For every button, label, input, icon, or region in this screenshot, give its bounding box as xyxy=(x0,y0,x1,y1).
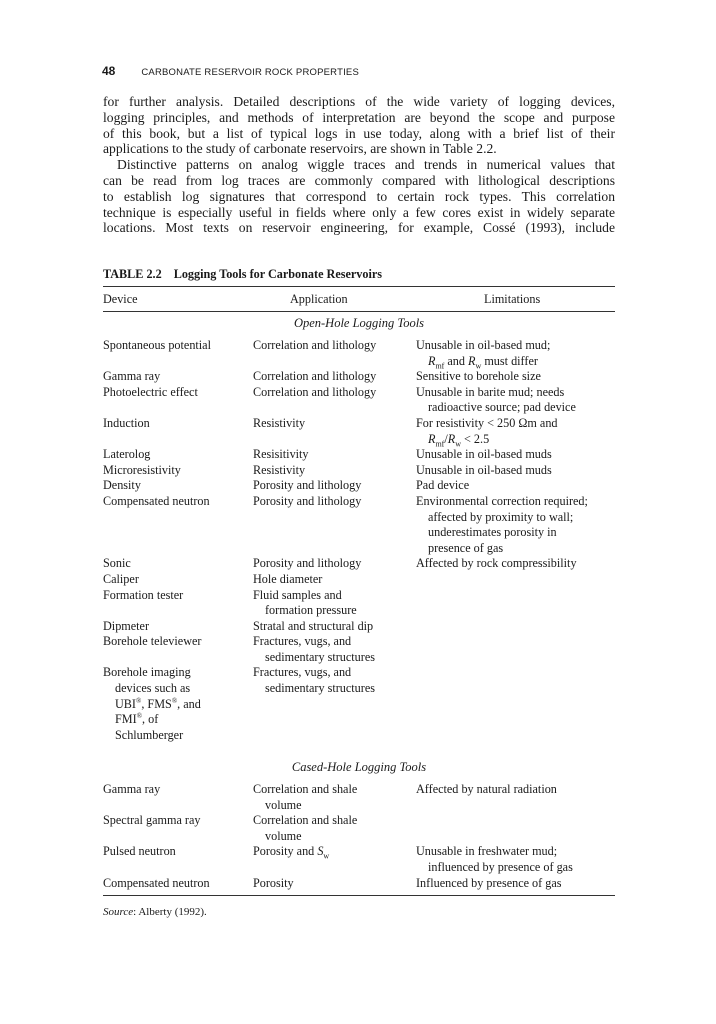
w-subscript: w xyxy=(475,361,482,371)
limitations-cell: Environmental correction required; xyxy=(416,493,588,508)
application-cell: formation pressure xyxy=(265,603,357,618)
table-row xyxy=(103,525,615,541)
device-cell: Sonic xyxy=(103,556,131,571)
body-line: technique is especially useful in fields where only a few cores exist in widely separate xyxy=(103,204,615,220)
application-cell: Stratal and structural dip xyxy=(253,618,374,633)
limitations-cell: For resistivity < 250 Ωm and xyxy=(416,415,558,430)
table-caption xyxy=(103,267,382,282)
page-header xyxy=(102,62,359,80)
body-line: for further analysis. Detailed descriptions of the wide variety of logging devices, xyxy=(103,94,615,109)
device-cell: Borehole imaging xyxy=(103,665,191,680)
table-row xyxy=(103,354,615,370)
limitations-cell: Unusable in barite mud; needs xyxy=(416,384,565,399)
registered-mark: ® xyxy=(136,712,143,721)
table-row xyxy=(103,572,615,588)
table-row xyxy=(103,665,615,681)
body-line: can be read from log traces are commonly compared with lithological descriptions xyxy=(103,172,615,188)
table-label: TABLE 2.2 xyxy=(103,267,162,281)
open-hole-rows xyxy=(103,338,615,743)
application-cell: Correlation and lithology xyxy=(253,384,377,399)
registered-mark: ® xyxy=(136,696,142,705)
device-cell: Microresistivity xyxy=(103,462,181,477)
limitations-cell: Influenced by presence of gas xyxy=(416,875,562,890)
r-symbol: R xyxy=(447,431,456,446)
table-row xyxy=(103,416,615,432)
application-cell: Correlation and lithology xyxy=(253,338,377,352)
table-row xyxy=(103,478,615,494)
table-source xyxy=(103,906,207,918)
application-cell: Porosity and lithology xyxy=(253,478,362,493)
application-cell: Correlation and lithology xyxy=(253,369,377,384)
table-title: Logging Tools for Carbonate Reservoirs xyxy=(173,267,383,281)
body-line: of this book, but a list of typical logs in use today, along with a brief list of their xyxy=(103,125,615,141)
device-cell: Spontaneous potential xyxy=(103,338,211,352)
table-row xyxy=(103,650,615,666)
body-line: logging principles, and methods of interpretation are beyond the scope and purpose xyxy=(103,109,615,125)
table-row xyxy=(103,619,615,635)
table-header-rule xyxy=(103,311,615,312)
table-row xyxy=(103,588,615,604)
device-cell: Schlumberger xyxy=(115,727,184,742)
table-row xyxy=(103,338,615,354)
table-row xyxy=(103,369,615,385)
table-row xyxy=(103,681,615,697)
ubi-label: UBI xyxy=(115,696,136,711)
open-hole-section-title: Open-Hole Logging Tools xyxy=(293,316,425,330)
application-cell: Hole diameter xyxy=(253,571,323,586)
device-cell: Photoelectric effect xyxy=(103,384,198,399)
limitations-cell: Pad device xyxy=(416,478,470,493)
application-cell: Porosity xyxy=(253,875,294,890)
body-line: applications to the study of carbonate reservoirs, are shown in Table 2.2. xyxy=(103,141,497,157)
table-row xyxy=(103,782,615,798)
table-row xyxy=(103,712,615,728)
limitations-cell: influenced by presence of gas xyxy=(428,859,573,874)
table-row xyxy=(103,432,615,448)
device-cell: Dipmeter xyxy=(103,618,150,633)
table-row xyxy=(103,829,615,845)
table-row xyxy=(103,728,615,744)
body-paragraphs xyxy=(103,94,615,236)
body-line: Distinctive patterns on analog wiggle traces and trends in numerical values that xyxy=(117,157,615,173)
device-cell xyxy=(103,712,261,728)
limitations-cell: Unusable in oil-based muds xyxy=(416,462,552,477)
r-symbol: R xyxy=(428,353,436,368)
mf-subscript: mf xyxy=(435,439,445,448)
device-cell: Borehole televiewer xyxy=(103,634,202,649)
w-subscript: w xyxy=(455,439,461,448)
limitations-cell: affected by proximity to wall; xyxy=(428,509,574,524)
application-cell: Correlation and shale xyxy=(253,813,358,828)
column-header-device: Device xyxy=(103,292,138,306)
device-cell: Pulsed neutron xyxy=(103,844,176,859)
table-row xyxy=(103,697,615,713)
table-row xyxy=(103,556,615,572)
body-line: to establish log signatures that correspond to certain rock types. This correlation xyxy=(103,188,615,204)
mf-subscript: mf xyxy=(435,361,445,371)
limitations-cell: presence of gas xyxy=(428,540,504,555)
application-cell: sedimentary structures xyxy=(265,649,375,664)
column-header-application: Application xyxy=(290,292,348,306)
limitations-cell: radioactive source; pad device xyxy=(428,400,576,415)
table-row xyxy=(103,494,615,510)
application-cell xyxy=(253,844,413,860)
table-row xyxy=(103,798,615,814)
device-cell: Gamma ray xyxy=(103,369,161,384)
application-cell: volume xyxy=(265,797,302,812)
w-subscript: w xyxy=(323,851,330,861)
table-top-rule xyxy=(103,286,615,287)
application-cell: Fractures, vugs, and xyxy=(253,665,352,680)
device-cell: Laterolog xyxy=(103,447,151,462)
source-label: Source xyxy=(103,906,134,918)
device-cell: Induction xyxy=(103,415,150,430)
cased-hole-section-title: Cased-Hole Logging Tools xyxy=(291,760,427,774)
limitations-cell: Unusable in oil-based muds xyxy=(416,447,552,462)
and-text: , and xyxy=(177,696,201,711)
r-symbol: R xyxy=(428,431,436,446)
fmi-label: FMI xyxy=(115,712,137,727)
device-cell: Compensated neutron xyxy=(103,493,210,508)
device-cell: Caliper xyxy=(103,571,139,586)
body-line: locations. Most texts on reservoir engineering, for example, Cossé (1993), include xyxy=(103,220,615,236)
application-cell: Resistivity xyxy=(253,462,306,477)
application-cell: Resistivity xyxy=(253,415,306,430)
page-number: 48 xyxy=(102,64,116,78)
table-row xyxy=(103,860,615,876)
r-symbol: R xyxy=(468,353,476,368)
limitations-cell: $R_{mf}$ and $R_w$ must differ xyxy=(428,353,538,371)
application-cell: Fractures, vugs, and xyxy=(253,634,352,649)
table-row xyxy=(103,463,615,479)
table-row xyxy=(103,541,615,557)
table-row xyxy=(103,510,615,526)
table-row xyxy=(103,876,615,892)
running-head: CARBONATE RESERVOIR ROCK PROPERTIES xyxy=(141,67,359,78)
application-cell: Fluid samples and xyxy=(253,587,342,602)
limitations-cell: underestimates porosity in xyxy=(428,525,557,540)
table-row xyxy=(103,447,615,463)
application-cell: sedimentary structures xyxy=(265,681,375,696)
cased-hole-rows xyxy=(103,782,615,891)
table-row xyxy=(103,634,615,650)
limitations-cell: Unusable in oil-based mud; xyxy=(416,338,551,352)
porosity-and-text: Porosity and xyxy=(253,844,318,859)
limitations-cell: Sensitive to borehole size xyxy=(416,369,541,384)
limitations-cell: Affected by natural radiation xyxy=(416,782,557,796)
device-cell: Gamma ray xyxy=(103,782,161,796)
application-cell: volume xyxy=(265,828,302,843)
application-cell: Porosity and lithology xyxy=(253,556,362,571)
table-row xyxy=(103,813,615,829)
table-bottom-rule xyxy=(103,895,615,896)
table-row xyxy=(103,400,615,416)
registered-mark: ® xyxy=(171,696,178,705)
table-row xyxy=(103,385,615,401)
source-text: : Alberty (1992). xyxy=(133,906,207,918)
device-cell: Density xyxy=(103,478,141,493)
device-cell: Spectral gamma ray xyxy=(103,813,201,828)
application-cell: Resisitivity xyxy=(253,447,309,462)
s-symbol: S xyxy=(317,844,324,859)
table-row xyxy=(103,844,615,860)
application-cell: Porosity and lithology xyxy=(253,493,362,508)
limitations-cell: Affected by rock compressibility xyxy=(416,556,577,571)
column-header-limitations: Limitations xyxy=(484,292,541,306)
device-cell: devices such as xyxy=(115,681,191,696)
application-cell: Correlation and shale xyxy=(253,782,358,796)
device-cell xyxy=(103,697,261,713)
device-cell: Compensated neutron xyxy=(103,875,210,890)
limitations-cell: $R_{mf}/R_w < 2.5$ xyxy=(428,431,490,448)
fms-label: , FMS xyxy=(141,696,172,711)
device-cell: Formation tester xyxy=(103,587,184,602)
table-row xyxy=(103,603,615,619)
limitations-cell: Unusable in freshwater mud; xyxy=(416,844,558,859)
of-text: , of xyxy=(142,712,159,727)
